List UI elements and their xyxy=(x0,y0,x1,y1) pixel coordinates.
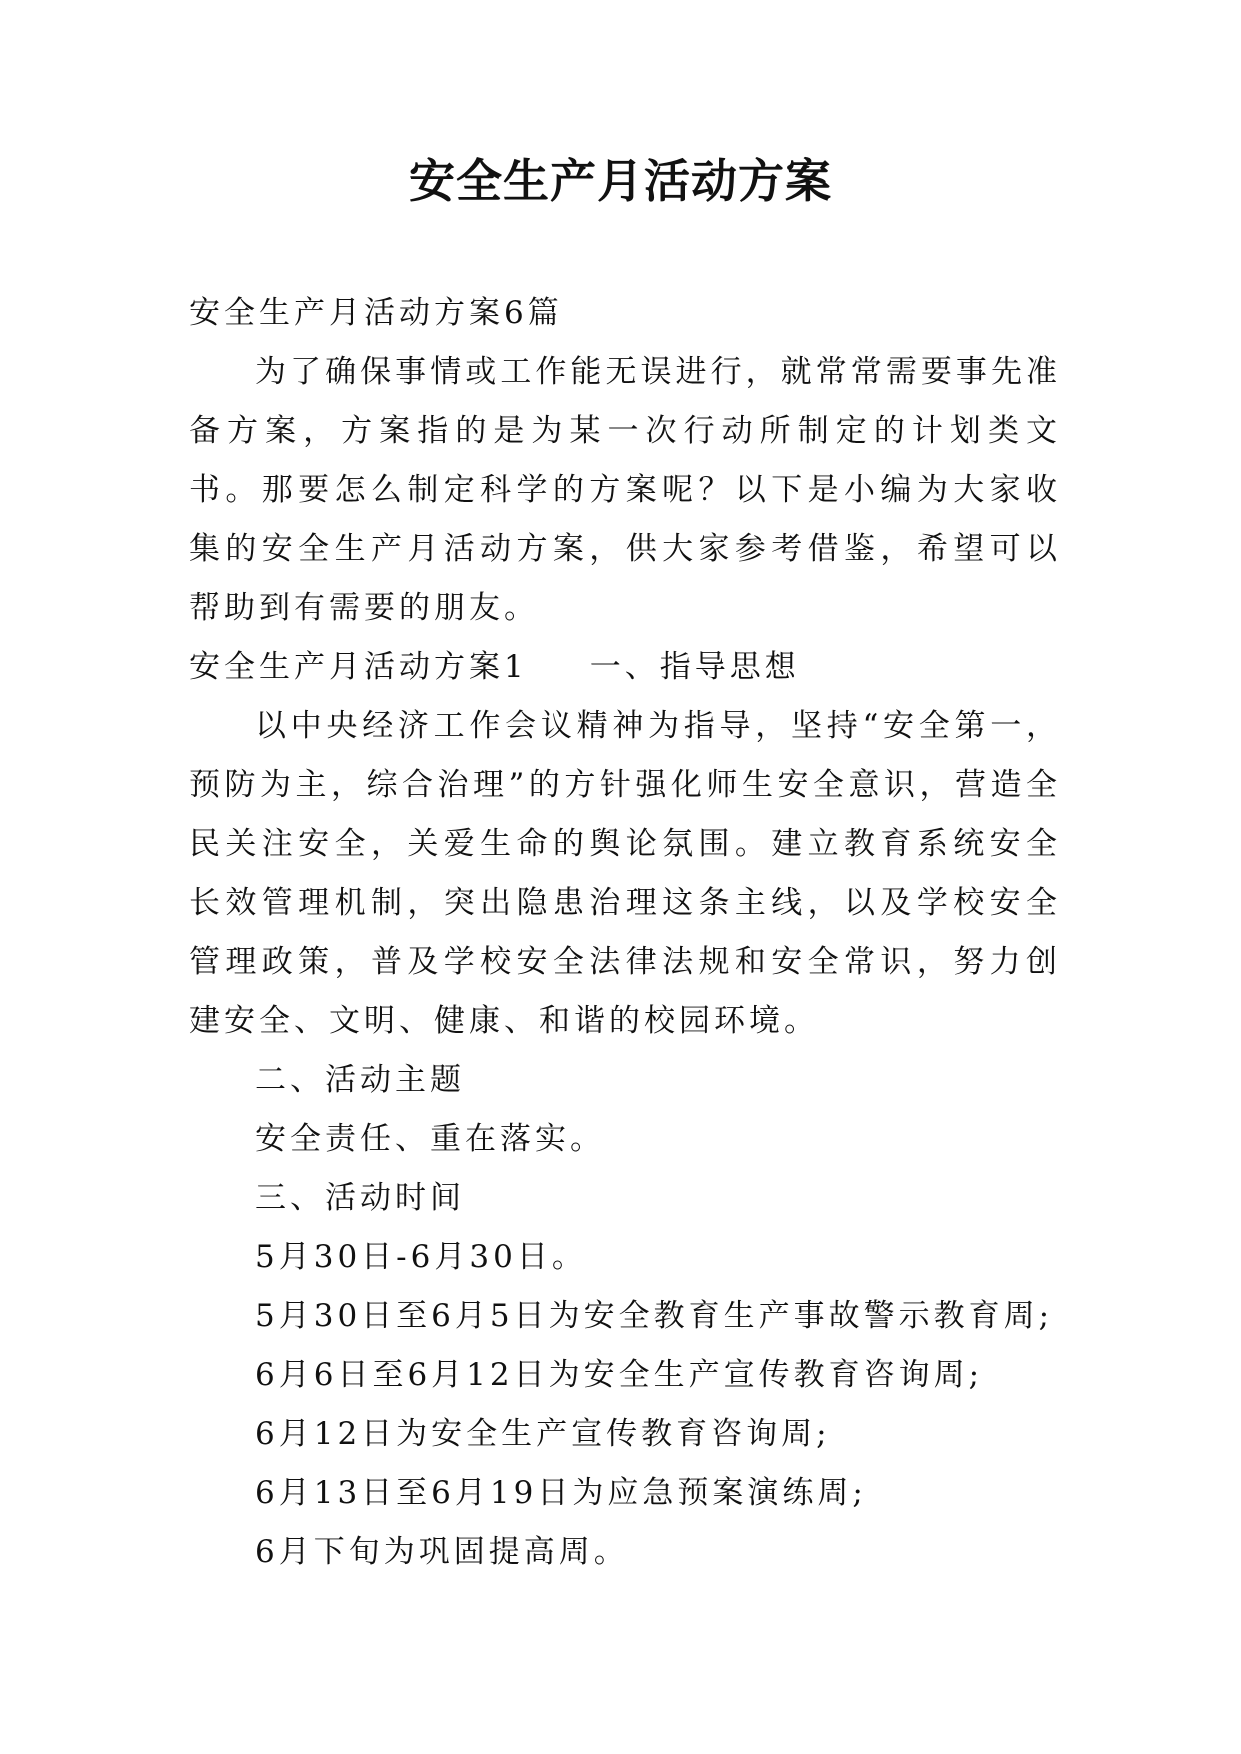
schedule-item: 5月30日至6月5日为安全教育生产事故警示教育周; xyxy=(255,1298,1054,1334)
activity-theme-text: 安全责任、重在落实。 xyxy=(255,1121,605,1157)
section-1-heading: 安全生产月活动方案1 xyxy=(189,649,528,685)
schedule-item: 6月13日至6月19日为应急预案演练周; xyxy=(255,1475,867,1511)
schedule-item: 6月下旬为巩固提高周。 xyxy=(255,1534,629,1570)
activity-time-heading: 三、活动时间 xyxy=(255,1180,465,1216)
schedule-item: 5月30日-6月30日。 xyxy=(255,1239,587,1275)
schedule-item: 6月12日为安全生产宣传教育咨询周; xyxy=(255,1416,831,1452)
intro-paragraph: 为了确保事情或工作能无误进行，就常常需要事先准备方案，方案指的是为某一次行动所制定的计划类文书。那要怎么制定科学的方案呢？以下是小编为大家收集的安全生产月活动方案，供大家参考借鉴，希望可以帮助到有需要的朋友。 xyxy=(189,354,1061,626)
schedule-item: 6月6日至6月12日为安全生产宣传教育咨询周; xyxy=(255,1357,984,1393)
document-body xyxy=(189,284,1061,1582)
guiding-ideology-paragraph: 以中央经济工作会议精神为指导，坚持“安全第一，预防为主，综合治理”的方针强化师生安全意识，营造全民关注安全，关爱生命的舆论氛围。建立教育系统安全长效管理机制，突出隐患治理这条主线，以及学校安全管理政策，普及学校安全法律法规和安全常识，努力创建安全、文明、健康、和谐的校园环境。 xyxy=(189,708,1061,1039)
guiding-ideology-heading: 一、指导思想 xyxy=(589,649,800,685)
document-subtitle: 安全生产月活动方案6篇 xyxy=(189,295,563,331)
document-title: 安全生产月活动方案 xyxy=(409,154,832,208)
activity-theme-heading: 二、活动主题 xyxy=(255,1062,465,1098)
section-heading-line xyxy=(189,638,1061,697)
